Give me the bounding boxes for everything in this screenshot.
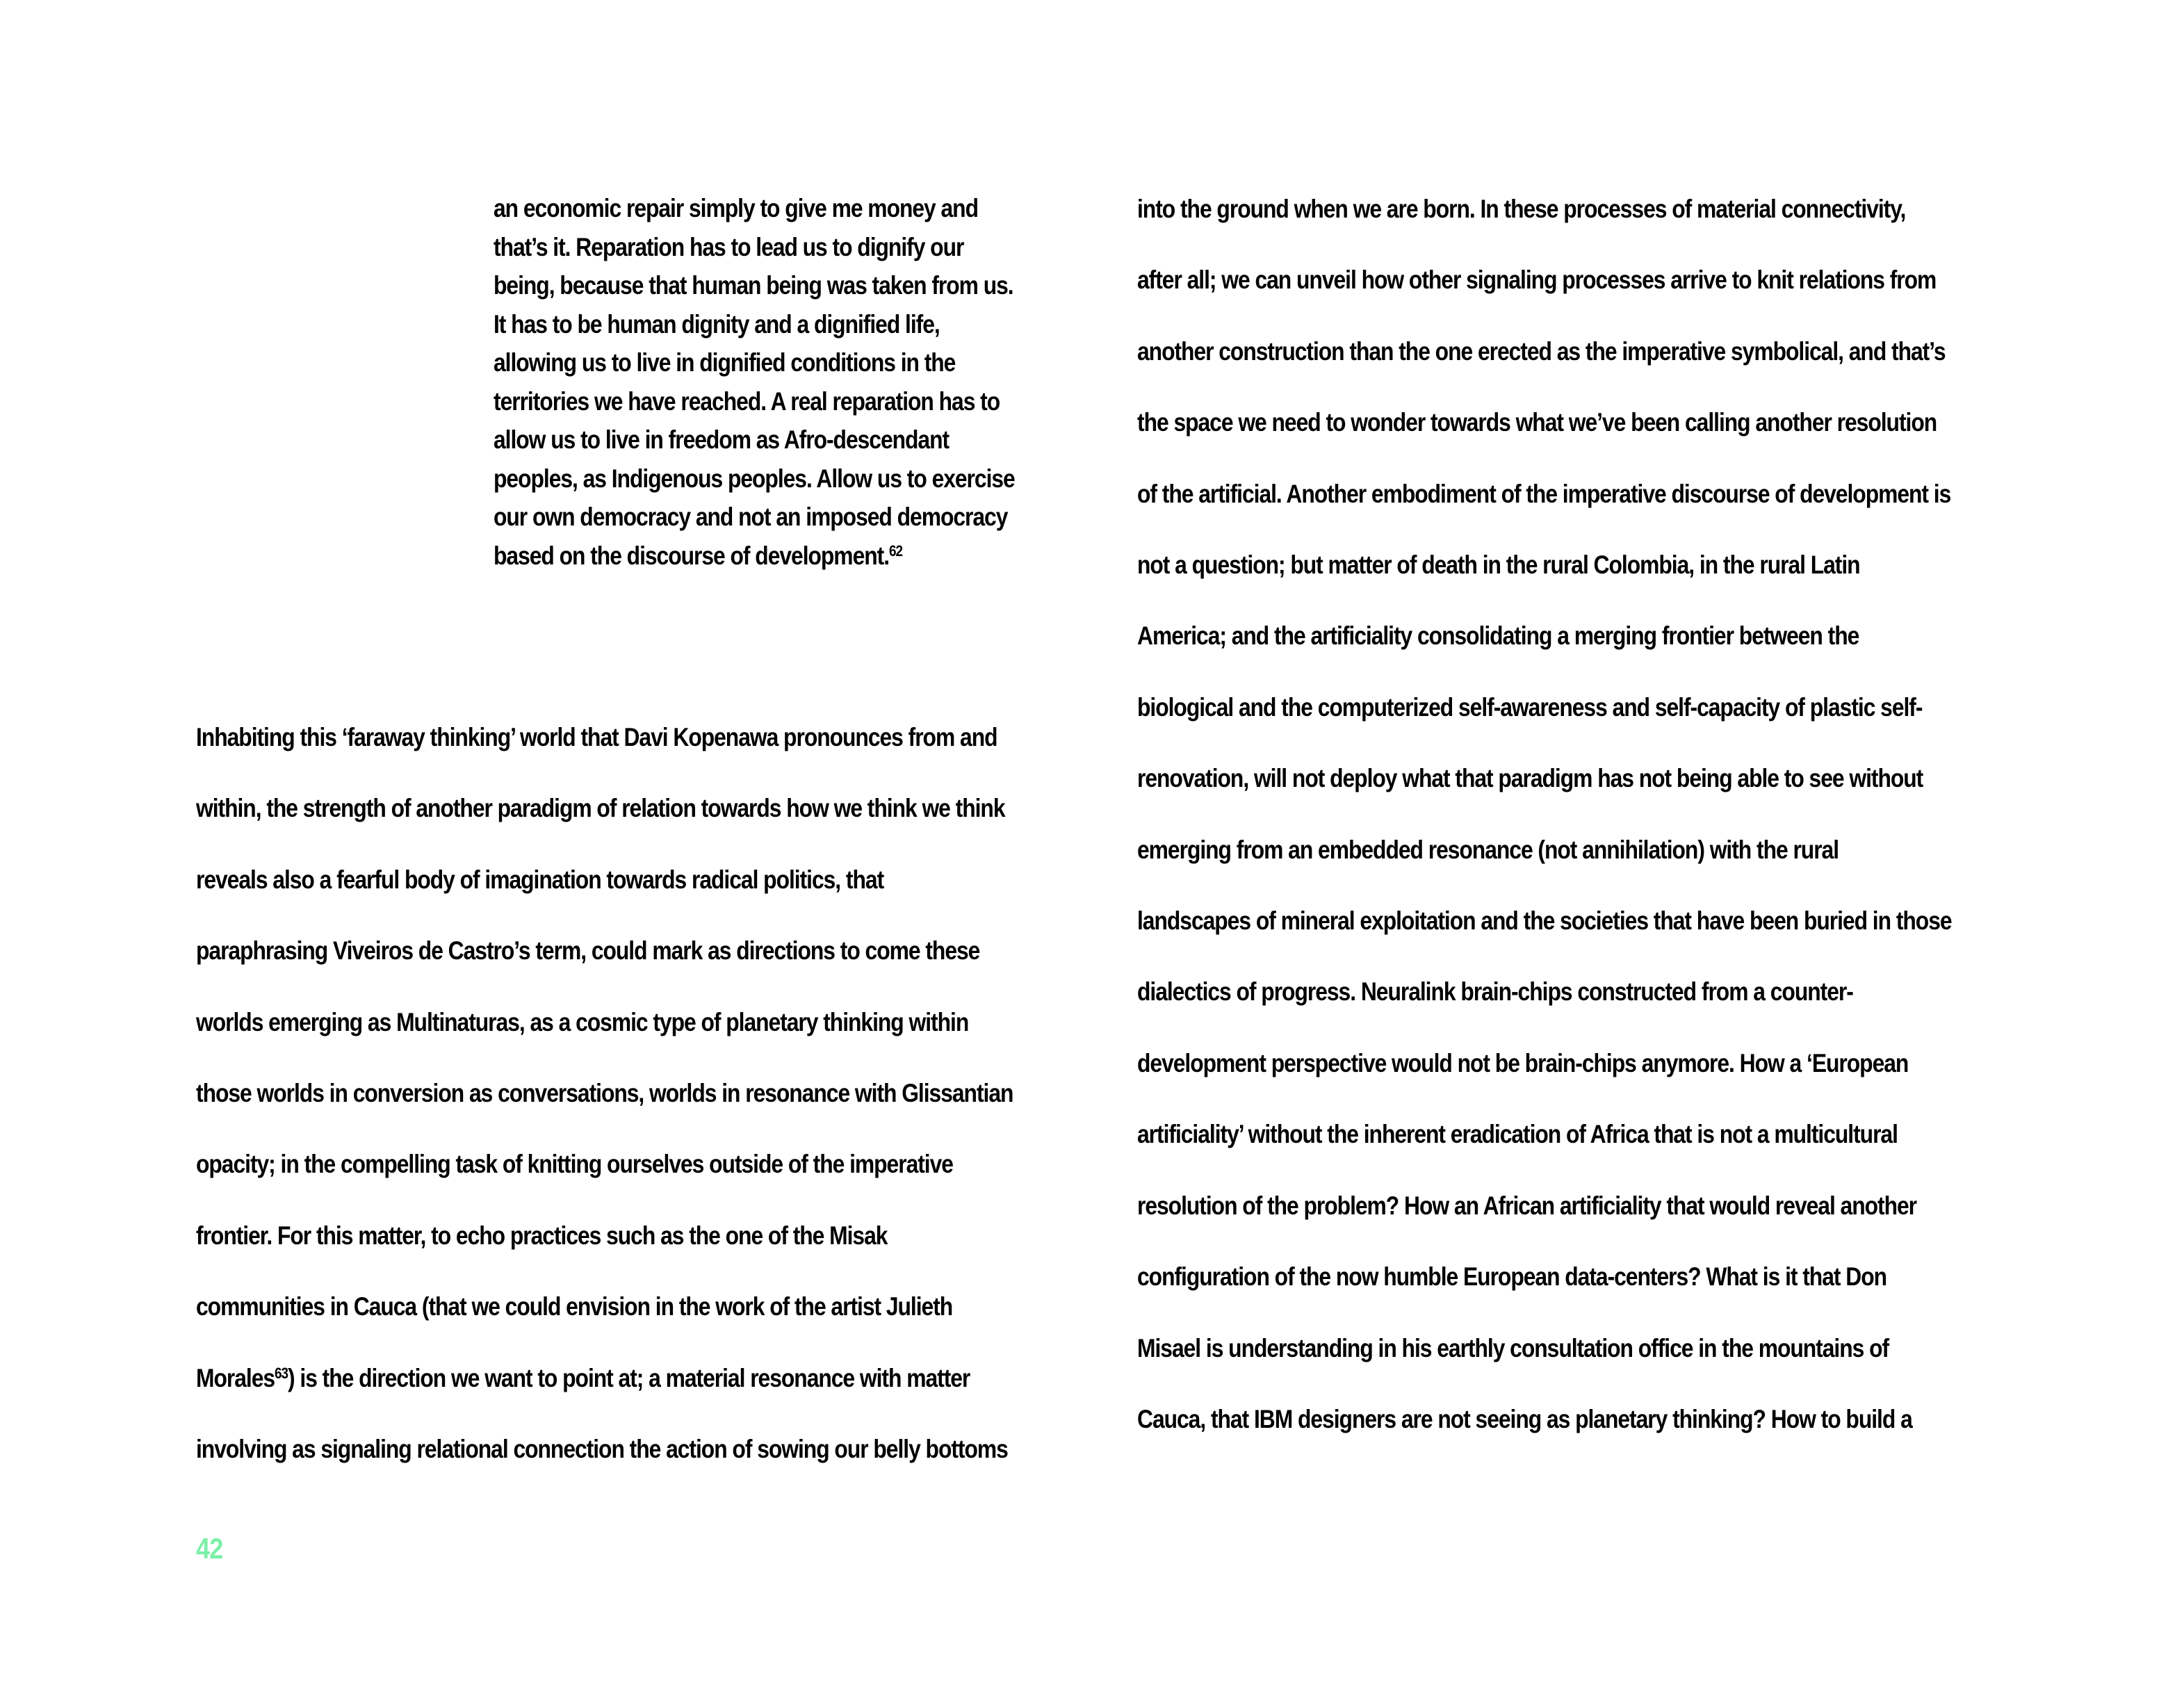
paragraph-line: configuration of the now humble European data-centers? What is it that Don xyxy=(1137,1262,1887,1292)
page-number: 42 xyxy=(196,1532,223,1565)
paragraph-line: within, the strength of another paradigm of relation towards how we think we think xyxy=(196,794,1005,823)
quote-line: allow us to live in freedom as Afro-descendant xyxy=(494,425,950,454)
quote-line: allowing us to live in dignified conditions in the xyxy=(494,348,956,377)
quote-line: peoples, as Indigenous peoples. Allow us to exercise xyxy=(494,464,1015,493)
paragraph-line: biological and the computerized self-awareness and self-capacity of plastic self- xyxy=(1137,692,1923,722)
paragraph-line: emerging from an embedded resonance (not annihilation) with the rural xyxy=(1137,835,1839,864)
paragraph-line: another construction than the one erected as the imperative symbolical, and that’s xyxy=(1137,336,1946,366)
quote-line: being, because that human being was taken from us. xyxy=(494,271,1013,300)
paragraph-line: those worlds in conversion as conversations, worlds in resonance with Glissantian xyxy=(196,1079,1013,1108)
right-column xyxy=(1137,174,1952,1455)
paragraph-line: communities in Cauca (that we could envision in the work of the artist Julieth xyxy=(196,1292,953,1321)
quote-line-last xyxy=(494,537,978,576)
left-column xyxy=(196,702,1013,1485)
paragraph-line: of the artificial. Another embodiment of the imperative discourse of development is xyxy=(1137,479,1951,508)
paragraph-line: development perspective would not be brain-chips anymore. How a ‘European xyxy=(1137,1048,1909,1077)
paragraph-line: reveals also a fearful body of imagination towards radical politics, that xyxy=(196,865,884,894)
paragraph-line: Misael is understanding in his earthly consultation office in the mountains of xyxy=(1137,1333,1889,1362)
paragraph-line: not a question; but matter of death in the rural Colombia, in the rural Latin xyxy=(1137,551,1860,580)
quote-line: our own democracy and not an imposed democracy xyxy=(494,503,1008,531)
footnote-ref-62: 62 xyxy=(889,542,903,560)
paragraph-line: landscapes of mineral exploitation and the societies that have been buried in those xyxy=(1137,906,1952,936)
paragraph-line: renovation, will not deploy what that paradigm has not being able to see without xyxy=(1137,764,1923,793)
paragraph-line: paraphrasing Viveiros de Castro’s term, could mark as directions to come these xyxy=(196,936,980,966)
paragraph-line-footnote xyxy=(196,1343,1013,1414)
quote-line: an economic repair simply to give me money and xyxy=(494,194,978,222)
paragraph-line: opacity; in the compelling task of knitting ourselves outside of the imperative xyxy=(196,1150,953,1179)
quote-line: It has to be human dignity and a dignified life, xyxy=(494,309,940,339)
paragraph-text: ) is the direction we want to point at; a material resonance with matter xyxy=(288,1363,970,1392)
quote-line: that’s it. Reparation has to lead us to dignify our xyxy=(494,232,964,261)
paragraph-line: America; and the artificiality consolidating a merging frontier between the xyxy=(1137,621,1859,651)
paragraph-line: resolution of the problem? How an African artificiality that would reveal another xyxy=(1137,1191,1917,1220)
paragraph-line: worlds emerging as Multinaturas, as a cosmic type of planetary thinking within xyxy=(196,1007,969,1036)
paragraph-line: the space we need to wonder towards what we’ve been calling another resolution xyxy=(1137,408,1937,437)
block-quote xyxy=(494,189,1015,575)
paragraph-line: involving as signaling relational connection the action of sowing our belly bottoms xyxy=(196,1435,1008,1464)
paragraph-line: dialectics of progress. Neuralink brain-chips constructed from a counter- xyxy=(1137,977,1853,1007)
quote-line: territories we have reached. A real reparation has to xyxy=(494,386,1000,416)
paragraph-line: after all; we can unveil how other signaling processes arrive to knit relations from xyxy=(1137,266,1937,295)
quote-line-text: based on the discourse of development. xyxy=(494,541,890,570)
paragraph-line: artificiality’ without the inherent eradication of Africa that is not a multicultural xyxy=(1137,1120,1898,1149)
paragraph-line: Cauca, that IBM designers are not seeing as planetary thinking? How to build a xyxy=(1137,1404,1912,1433)
paragraph-line: Inhabiting this ‘faraway thinking’ world that Davi Kopenawa pronounces from and xyxy=(196,723,997,751)
footnote-ref-63: 63 xyxy=(275,1364,288,1382)
paragraph-text: Morales xyxy=(196,1363,275,1392)
paragraph-line: into the ground when we are born. In these processes of material connectivity, xyxy=(1137,195,1906,223)
paragraph-line: frontier. For this matter, to echo practices such as the one of the Misak xyxy=(196,1221,888,1250)
